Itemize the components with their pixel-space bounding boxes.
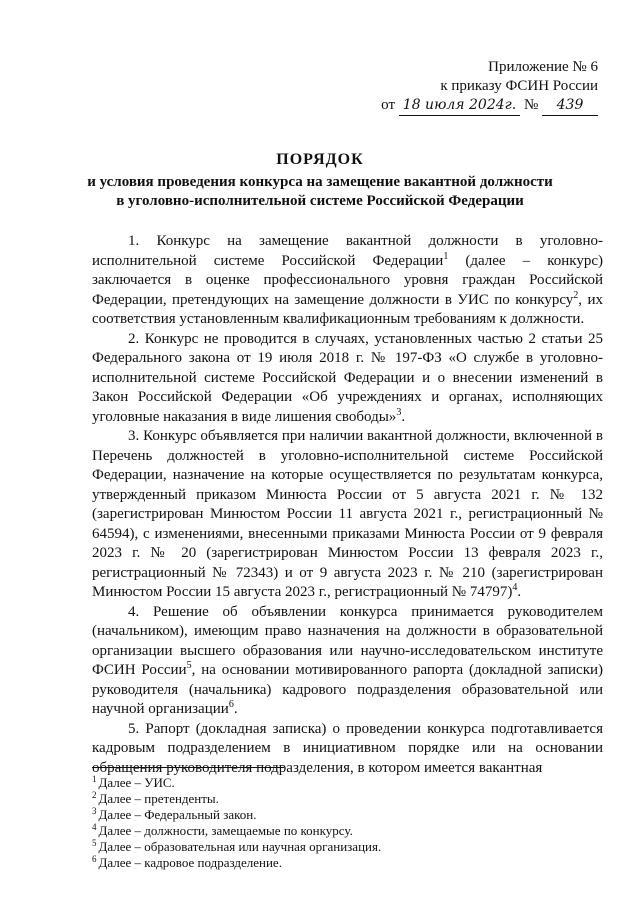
document-title [0,150,640,211]
handwritten-number: 439 [542,96,598,116]
footnote-ref-5: 5 [186,660,192,671]
paragraph-4 [92,603,603,720]
footnote-text: Далее – УИС. [98,775,175,790]
footnote-separator [92,767,284,768]
paragraph-3-text-b: . [517,584,522,600]
footnote-ref-3: 3 [396,406,402,418]
footnote-text: Далее – кадровое подразделение. [98,855,282,870]
footnote-ref-2: 2 [573,289,579,301]
appendix-date-line [381,96,598,116]
title-subtitle-2: в уголовно-исполнительной системе Российской Федерации [116,193,524,209]
paragraph-1-text-b: (далее – конкурс) заключается в оценке профессионального уровня граждан Российской Федерации, претендующих на замещение должности в УИС по конкурсу [92,252,603,308]
footnote-mark: 2 [92,789,97,800]
paragraph-1-text-a: 1. Конкурс на замещение вакантной должности в уголовно-исполнительной системе Российской Федерации [92,233,603,269]
footnote-item [92,807,381,823]
footnote-mark: 5 [92,837,97,848]
footnote-text: Далее – претенденты. [98,791,219,806]
footnote-ref-4: 4 [512,582,518,593]
paragraph-2 [92,330,603,428]
footnote-mark: 1 [92,773,97,784]
footnote-item [92,855,381,871]
paragraph-4-text-a: 4. Решение об объявлении конкурса принимается руководителем (начальником), имеющим право назначения на должности в образовательной организации высшего образования или научно-исследовательском институте ФСИН России [92,603,603,678]
paragraph-1 [92,232,603,330]
paragraph-1-text-c: , их соответствия установленным квалификационным требованиям к должности. [92,291,603,327]
title-main: ПОРЯДОК [276,151,364,168]
number-prefix: № [523,97,539,113]
footnote-text: Далее – Федеральный закон. [98,807,257,822]
paragraph-2-text-a: 2. Конкурс не проводится в случаях, установленных частью 2 статьи 25 Федерального закона от 19 июля 2018 г. № 197-ФЗ «О службе в уголовно-исполнительной системе Российской Федерации и о внесении изменений в Закон Российской Федерации «Об учреждениях и органах, исполняющих уголовные наказания в виде лишения свободы» [92,330,603,425]
title-subtitle-1: и условия проведения конкурса на замещение вакантной должности [87,174,553,190]
document-body [92,232,603,778]
paragraph-3 [92,427,603,603]
footnote-item [92,823,381,839]
paragraph-2-text-b: . [401,408,406,425]
paragraph-4-text-b: , на основании мотивированного рапорта (докладной записки) руководителя (начальника) кадрового подразделения образовательной или научной организации [92,662,604,717]
appendix-order-ref: к приказу ФСИН России [440,78,598,94]
paragraph-5: 5. Рапорт (докладная записка) о проведении конкурса подготавливается кадровым подразделением в инициативном порядке или на основании обращения руководителя подразделения, в котором имеется вакантная [92,720,603,776]
appendix-header [381,58,598,116]
footnote-ref-6: 6 [228,699,234,710]
footnote-item [92,775,381,791]
footnote-mark: 3 [92,805,97,816]
date-prefix: от [381,97,396,113]
footnote-text: Далее – образовательная или научная организация. [98,839,382,854]
handwritten-date: 18 июля 2024г. [399,96,520,116]
footnote-text: Далее – должности, замещаемые по конкурсу. [98,823,353,838]
footnotes [92,775,381,871]
appendix-number: Приложение № 6 [488,59,598,75]
footnote-mark: 6 [92,853,97,864]
footnote-mark: 4 [92,821,97,832]
paragraph-3-text-a: 3. Конкурс объявляется при наличии вакантной должности, включенной в Перечень должностей в уголовно-исполнительной системе Российской Федерации, назначение на которые осуществляется по результатам конкурса, утвержденный приказом Минюста России от 5 августа 2021 г. № 132 (зарегистрирован Минюстом России 11 августа 2021 г., регистрационный № 64594), с изменениями, внесенными приказами Минюста России от 9 февраля 2023 г. № 20 (зарегистрирован Минюстом России 13 февраля 2023 г., регистрационный № 72343) и от 9 августа 2023 г. № 210 (зарегистрирован Минюстом России 15 августа 2023 г., регистрационный № 74797) [92,428,603,600]
footnote-item [92,791,381,807]
footnote-item [92,839,381,855]
footnote-ref-1: 1 [443,250,449,262]
paragraph-4-text-c: . [233,701,238,717]
